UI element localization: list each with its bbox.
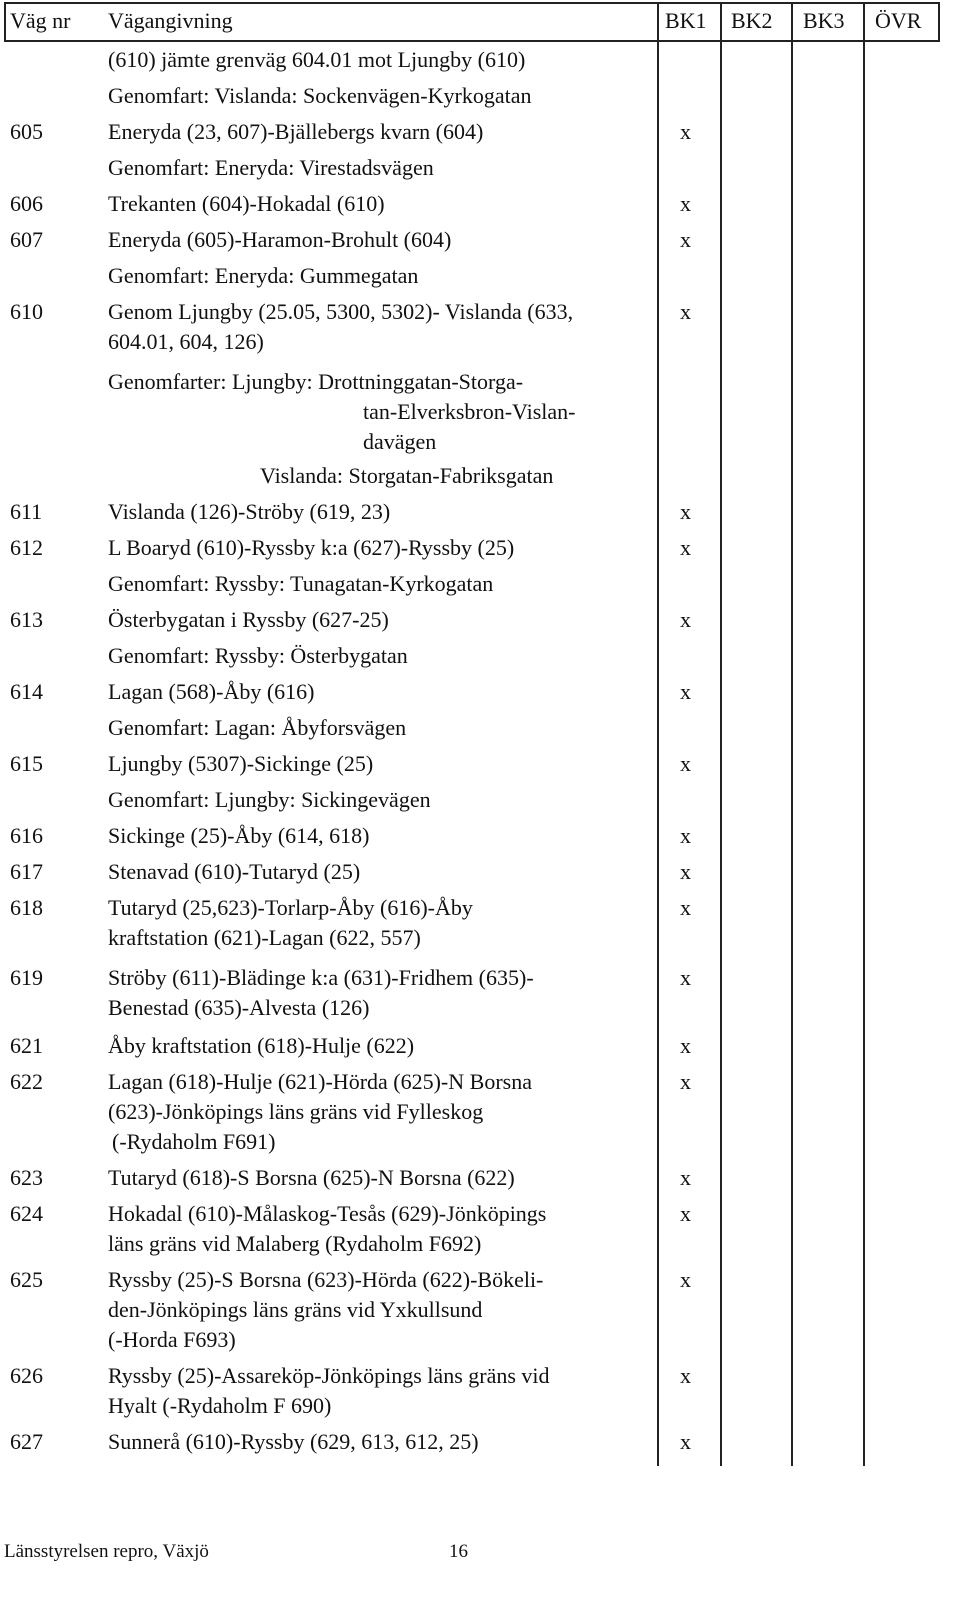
road-description-line: Hokadal (610)-Målaskog-Tesås (629)-Jönköpings bbox=[108, 1201, 547, 1226]
road-description-line: 604.01, 604, 126) bbox=[108, 329, 264, 354]
column-divider-bk2 bbox=[720, 2, 722, 1466]
bk1-mark: x bbox=[680, 895, 691, 920]
road-number: 618 bbox=[10, 895, 43, 920]
road-description-line: Genomfart: Ryssby: Tunagatan-Kyrkogatan bbox=[108, 571, 494, 596]
road-number: 627 bbox=[10, 1429, 43, 1454]
header-bk3: BK3 bbox=[803, 8, 845, 33]
header-vag-nr: Väg nr bbox=[10, 8, 71, 33]
road-description-line: Hyalt (-Rydaholm F 690) bbox=[108, 1393, 332, 1418]
road-description-line: Genomfart: Ryssby: Österbygatan bbox=[108, 643, 408, 668]
road-description-line: Tutaryd (25,623)-Torlarp-Åby (616)-Åby bbox=[108, 895, 473, 920]
table-right-border bbox=[938, 2, 940, 40]
bk1-mark: x bbox=[680, 1267, 691, 1292]
header-vagangivning: Vägangivning bbox=[108, 8, 233, 33]
bk1-mark: x bbox=[680, 1069, 691, 1094]
road-description-line: Benestad (635)-Alvesta (126) bbox=[108, 995, 370, 1020]
road-number: 616 bbox=[10, 823, 43, 848]
bk1-mark: x bbox=[680, 499, 691, 524]
road-number: 607 bbox=[10, 227, 43, 252]
road-description-line: Lagan (568)-Åby (616) bbox=[108, 679, 315, 704]
column-divider-ovr bbox=[863, 2, 865, 1466]
header-ovr: ÖVR bbox=[875, 8, 922, 33]
bk1-mark: x bbox=[680, 679, 691, 704]
bk1-mark: x bbox=[680, 859, 691, 884]
road-description-line: Genomfart: Ljungby: Sickingevägen bbox=[108, 787, 431, 812]
road-description-line: Eneryda (605)-Haramon-Brohult (604) bbox=[108, 227, 452, 252]
bk1-mark: x bbox=[680, 751, 691, 776]
road-description-line: Genomfart: Lagan: Åbyforsvägen bbox=[108, 715, 407, 740]
road-description-line: Vislanda: Storgatan-Fabriksgatan bbox=[260, 463, 554, 488]
bk1-mark: x bbox=[680, 1033, 691, 1058]
bk1-mark: x bbox=[680, 299, 691, 324]
road-description-line: Sunnerå (610)-Ryssby (629, 613, 612, 25) bbox=[108, 1429, 479, 1454]
header-bk2: BK2 bbox=[731, 8, 773, 33]
road-number: 625 bbox=[10, 1267, 43, 1292]
road-description-line: (-Horda F693) bbox=[108, 1327, 236, 1352]
bk1-mark: x bbox=[680, 1363, 691, 1388]
road-description-line: (610) jämte grenväg 604.01 mot Ljungby (610) bbox=[108, 47, 526, 72]
road-number: 626 bbox=[10, 1363, 43, 1388]
bk1-mark: x bbox=[680, 1165, 691, 1190]
road-number: 612 bbox=[10, 535, 43, 560]
road-number: 606 bbox=[10, 191, 43, 216]
bk1-mark: x bbox=[680, 1201, 691, 1226]
bk1-mark: x bbox=[680, 191, 691, 216]
bk1-mark: x bbox=[680, 965, 691, 990]
bk1-mark: x bbox=[680, 119, 691, 144]
footer-page-number: 16 bbox=[449, 1541, 468, 1562]
bk1-mark: x bbox=[680, 1429, 691, 1454]
road-description-line: Österbygatan i Ryssby (627-25) bbox=[108, 607, 389, 632]
road-number: 611 bbox=[10, 499, 43, 524]
road-description-line: Tutaryd (618)-S Borsna (625)-N Borsna (622) bbox=[108, 1165, 515, 1190]
column-divider-bk3 bbox=[791, 2, 793, 1466]
road-description-line: Ryssby (25)-S Borsna (623)-Hörda (622)-Bökeli- bbox=[108, 1267, 544, 1292]
road-number: 617 bbox=[10, 859, 43, 884]
footer-publisher: Länsstyrelsen repro, Växjö bbox=[4, 1541, 209, 1562]
road-description-line: Ljungby (5307)-Sickinge (25) bbox=[108, 751, 374, 776]
road-description-line: den-Jönköpings läns gräns vid Yxkullsund bbox=[108, 1297, 483, 1322]
road-description-line: Genomfarter: Ljungby: Drottninggatan-Storga- bbox=[108, 369, 524, 394]
road-description-line: Sickinge (25)-Åby (614, 618) bbox=[108, 823, 370, 848]
road-number: 619 bbox=[10, 965, 43, 990]
bk1-mark: x bbox=[680, 227, 691, 252]
header-bottom-border bbox=[4, 40, 940, 42]
road-description-line: kraftstation (621)-Lagan (622, 557) bbox=[108, 925, 421, 950]
table-top-border bbox=[4, 2, 940, 4]
road-description-line: (-Rydaholm F691) bbox=[112, 1129, 276, 1154]
road-description-line: läns gräns vid Malaberg (Rydaholm F692) bbox=[108, 1231, 482, 1256]
road-description-line: Ryssby (25)-Assareköp-Jönköpings läns gräns vid bbox=[108, 1363, 550, 1388]
road-number: 605 bbox=[10, 119, 43, 144]
road-description-line: Trekanten (604)-Hokadal (610) bbox=[108, 191, 385, 216]
bk1-mark: x bbox=[680, 823, 691, 848]
road-description-line: Genomfart: Vislanda: Sockenvägen-Kyrkogatan bbox=[108, 83, 532, 108]
road-description-line: (623)-Jönköpings läns gräns vid Fylleskog bbox=[108, 1099, 484, 1124]
road-description-line: Lagan (618)-Hulje (621)-Hörda (625)-N Borsna bbox=[108, 1069, 532, 1094]
table-left-border bbox=[4, 2, 6, 40]
road-description-line: Åby kraftstation (618)-Hulje (622) bbox=[108, 1033, 415, 1058]
road-number: 623 bbox=[10, 1165, 43, 1190]
road-description-line: tan-Elverksbron-Vislan- bbox=[363, 399, 576, 424]
road-description-line: Genom Ljungby (25.05, 5300, 5302)- Vislanda (633, bbox=[108, 299, 574, 324]
road-number: 622 bbox=[10, 1069, 43, 1094]
road-number: 613 bbox=[10, 607, 43, 632]
bk1-mark: x bbox=[680, 535, 691, 560]
road-description-line: L Boaryd (610)-Ryssby k:a (627)-Ryssby (25) bbox=[108, 535, 515, 560]
bk1-mark: x bbox=[680, 607, 691, 632]
road-description-line: davägen bbox=[363, 429, 437, 454]
column-divider-bk1 bbox=[657, 2, 659, 1466]
header-bk1: BK1 bbox=[665, 8, 707, 33]
road-description-line: Genomfart: Eneryda: Virestadsvägen bbox=[108, 155, 434, 180]
road-number: 624 bbox=[10, 1201, 43, 1226]
road-number: 621 bbox=[10, 1033, 43, 1058]
road-description-line: Genomfart: Eneryda: Gummegatan bbox=[108, 263, 419, 288]
road-number: 615 bbox=[10, 751, 43, 776]
road-number: 614 bbox=[10, 679, 43, 704]
road-description-line: Vislanda (126)-Ströby (619, 23) bbox=[108, 499, 391, 524]
road-description-line: Ströby (611)-Blädinge k:a (631)-Fridhem (635)- bbox=[108, 965, 534, 990]
road-description-line: Stenavad (610)-Tutaryd (25) bbox=[108, 859, 361, 884]
road-number: 610 bbox=[10, 299, 43, 324]
road-description-line: Eneryda (23, 607)-Bjällebergs kvarn (604) bbox=[108, 119, 484, 144]
